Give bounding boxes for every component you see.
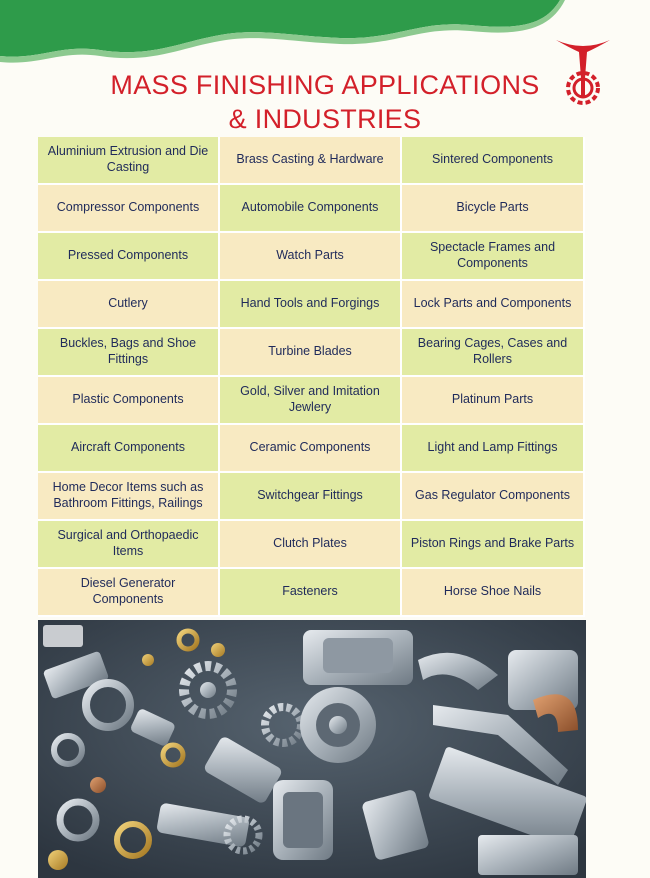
application-cell: Sintered Components	[402, 137, 585, 185]
application-cell: Spectacle Frames and Components	[402, 233, 585, 281]
application-cell: Buckles, Bags and Shoe Fittings	[38, 329, 220, 377]
application-cell: Compressor Components	[38, 185, 220, 233]
application-cell: Horse Shoe Nails	[402, 569, 585, 617]
application-cell: Home Decor Items such as Bathroom Fittings, Railings	[38, 473, 220, 521]
application-cell: Turbine Blades	[220, 329, 402, 377]
application-cell: Light and Lamp Fittings	[402, 425, 585, 473]
application-cell: Automobile Components	[220, 185, 402, 233]
application-cell: Switchgear Fittings	[220, 473, 402, 521]
application-cell: Hand Tools and Forgings	[220, 281, 402, 329]
application-cell: Surgical and Orthopaedic Items	[38, 521, 220, 569]
page-title-line1: MASS FINISHING APPLICATIONS	[110, 70, 540, 100]
application-cell: Lock Parts and Components	[402, 281, 585, 329]
application-cell: Ceramic Components	[220, 425, 402, 473]
application-cell: Gas Regulator Components	[402, 473, 585, 521]
application-cell: Diesel Generator Components	[38, 569, 220, 617]
page-title-line2: & INDUSTRIES	[228, 104, 422, 134]
applications-grid	[38, 137, 585, 617]
metal-components-photo	[38, 620, 586, 878]
application-cell: Piston Rings and Brake Parts	[402, 521, 585, 569]
application-cell: Watch Parts	[220, 233, 402, 281]
application-cell: Cutlery	[38, 281, 220, 329]
application-cell: Plastic Components	[38, 377, 220, 425]
application-cell: Aluminium Extrusion and Die Casting	[38, 137, 220, 185]
application-cell: Platinum Parts	[402, 377, 585, 425]
application-cell: Aircraft Components	[38, 425, 220, 473]
application-cell: Fasteners	[220, 569, 402, 617]
application-cell: Clutch Plates	[220, 521, 402, 569]
application-cell: Pressed Components	[38, 233, 220, 281]
application-cell: Brass Casting & Hardware	[220, 137, 402, 185]
application-cell: Gold, Silver and Imitation Jewlery	[220, 377, 402, 425]
application-cell: Bicycle Parts	[402, 185, 585, 233]
application-cell: Bearing Cages, Cases and Rollers	[402, 329, 585, 377]
